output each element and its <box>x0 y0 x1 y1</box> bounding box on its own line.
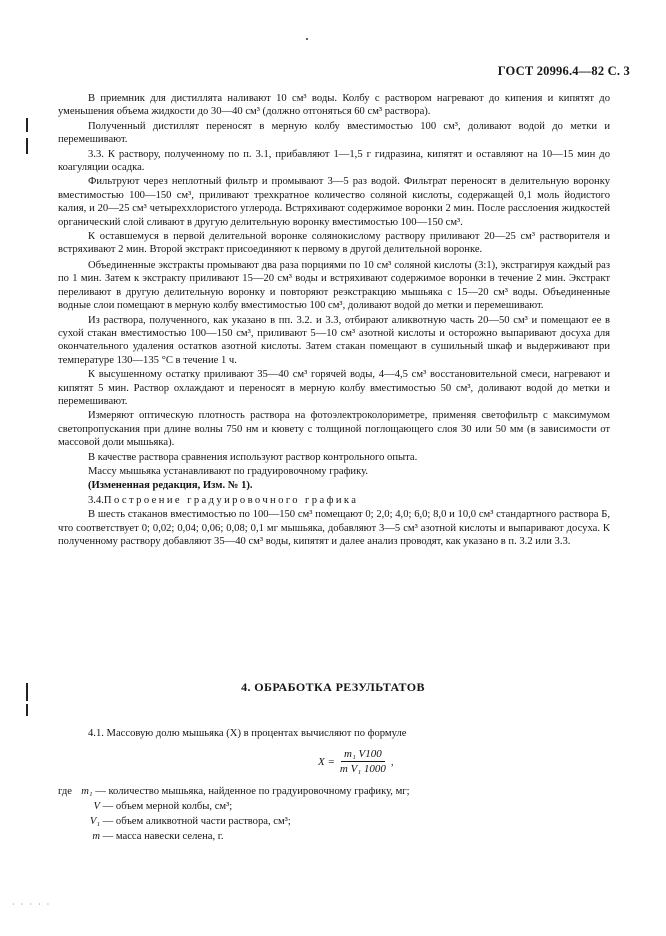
legend-row <box>58 799 410 814</box>
legend-symbol: V₁ <box>89 816 100 827</box>
scan-speck <box>306 38 308 40</box>
paragraph-4-1: 4.1. Массовую долю мышьяка (X) в процентах вычисляют по формуле <box>88 728 407 739</box>
page-header: ГОСТ 20996.4—82 С. 3 <box>497 64 630 78</box>
paragraph: Фильтруют через неплотный фильтр и промывают 3—5 раз водой. Фильтрат переносят в делительную воронку вместимостью 100—150 см³, приливают трехкратное количество соляной кислоты, содержащей 0,1 моль йодистого калия, и 20—25 см³ четыреххлористого углерода. Встряхивают содержимое воронки 2 мин. После расслоения жидкостей органический слой сливают в другую делительную воронку вместимостью 100—150 см³. <box>58 176 610 228</box>
legend-text: — объем мерной колбы, см³; <box>100 801 233 812</box>
paragraph: Из раствора, полученного, как указано в пп. 3.2. и 3.3, отбирают аликвотную часть 20—50 см³ и помещают ее в сухой стакан вместимостью 100—150 см³, приливают 5—10 см³ азотной кислоты и осторожно выпаривают досуха для окончательного удаления остатков азотной кислоты. Затем стакан помещают в сушильный шкаф и выдерживают при температуре 130—135 °С в течение 1 ч. <box>58 314 610 366</box>
legend-text: — масса навески селена, г. <box>100 831 224 842</box>
legend-text: — объем аликвотной части раствора, см³; <box>100 816 291 827</box>
subsection-number: 3.4. <box>88 494 104 506</box>
legend-prefix: где <box>58 786 75 797</box>
legend-symbol: V <box>93 801 100 812</box>
formula <box>318 748 394 775</box>
paragraph: Объединенные экстракты промывают два раза порциями по 10 см³ соляной кислоты (3:1), экстрагируя каждый раз по 1 мин. Затем к экстракту приливают 15—20 см³ воды и встряхивают содержимое воронки в течение 2 мин. Экстракт переливают в другую делительную воронку и повторяют реэкстракцию мышьяка с 15—20 см³ воды. Объединенные водные слои помещают в мерную колбу вместимостью 100 см³, доливают водой до метки и перемешивают. <box>58 259 610 312</box>
subsection-title: Построение градуировочного графика <box>103 494 359 506</box>
margin-change-mark <box>26 138 28 154</box>
amendment-note: (Измененная редакция, Изм. № 1). <box>88 480 253 492</box>
paragraph: К высушенному остатку приливают 35—40 см³ горячей воды, 4—4,5 см³ восстановительной смеси, нагревают и кипятят 5 мин. Раствор охлаждают и переносят в мерную колбу вместимостью 50 см³, доливают водой до метки и перемешивают. <box>58 369 610 407</box>
paragraph: Полученный дистиллят переносят в мерную колбу вместимостью 100 см³, доливают водой до метки и перемешивают. <box>58 120 610 146</box>
subsection-heading <box>58 494 610 507</box>
legend-text: — количество мышьяка, найденное по градуировочному графику, мг; <box>92 786 410 797</box>
formula-legend <box>58 784 410 844</box>
formula-numerator: m₁ V100 <box>341 748 385 762</box>
paragraph: В шесть стаканов вместимостью по 100—150 см³ помещают 0; 2,0; 4,0; 6,0; 8,0 и 10,0 см³ стандартного раствора Б, что соответствует 0; 0,02; 0,04; 0,06; 0,08; 0,1 мг мышьяка, добавляют 3—5 см³ азотной кислоты и выпаривают досуха. К полученному раствору добавляют 35—40 см³ воды, кипятят и далее анализ проводят, как указано в п. 3.2 или 3.3. <box>58 509 610 547</box>
paragraph: В качестве раствора сравнения используют раствор контрольного опыта. <box>88 451 418 463</box>
paragraph: Массу мышьяка устанавливают по градуировочному графику. <box>88 465 368 477</box>
section-title: 4. ОБРАБОТКА РЕЗУЛЬТАТОВ <box>241 680 425 694</box>
legend-row <box>58 784 410 799</box>
paragraph: В приемник для дистиллята наливают 10 см³ воды. Колбу с раствором нагревают до кипения и кипятят до уменьшения объема жидкости до 30—40 см³ (должно отгоняться 60 см³ раствора). <box>58 93 610 118</box>
scan-artifact: · · · · · <box>12 900 52 909</box>
main-text <box>58 92 610 549</box>
formula-denominator: m V₁ 1000 <box>339 763 386 775</box>
paragraph: Измеряют оптическую плотность раствора на фотоэлектроколориметре, применяя светофильтр с максимумом светопропускания при длине волны 750 нм и кювету с толщиной поглощающего слоя 30 или 50 мм (в зависимости от массовой доли мышьяка). <box>58 410 610 449</box>
formula-fraction <box>337 748 389 775</box>
margin-change-mark <box>26 704 28 716</box>
paragraph: 3.3. К раствору, полученному по п. 3.1, прибавляют 1—1,5 г гидразина, кипятят и оставляют на 10—15 мин до коагуляции осадка. <box>58 148 610 174</box>
paragraph: К оставшемуся в первой делительной воронке солянокислому раствору приливают 20—25 см³ растворителя и встряхивают 2 мин. Второй экстракт присоединяют к первому в другой делительной воронке. <box>58 231 610 256</box>
legend-row <box>58 829 410 844</box>
formula-lhs: X = <box>318 755 335 768</box>
margin-change-mark <box>26 118 28 132</box>
formula-tail: , <box>390 755 394 768</box>
legend-symbol: m <box>92 831 100 842</box>
legend-row <box>58 814 410 829</box>
legend-symbol: m₁ <box>81 786 93 797</box>
